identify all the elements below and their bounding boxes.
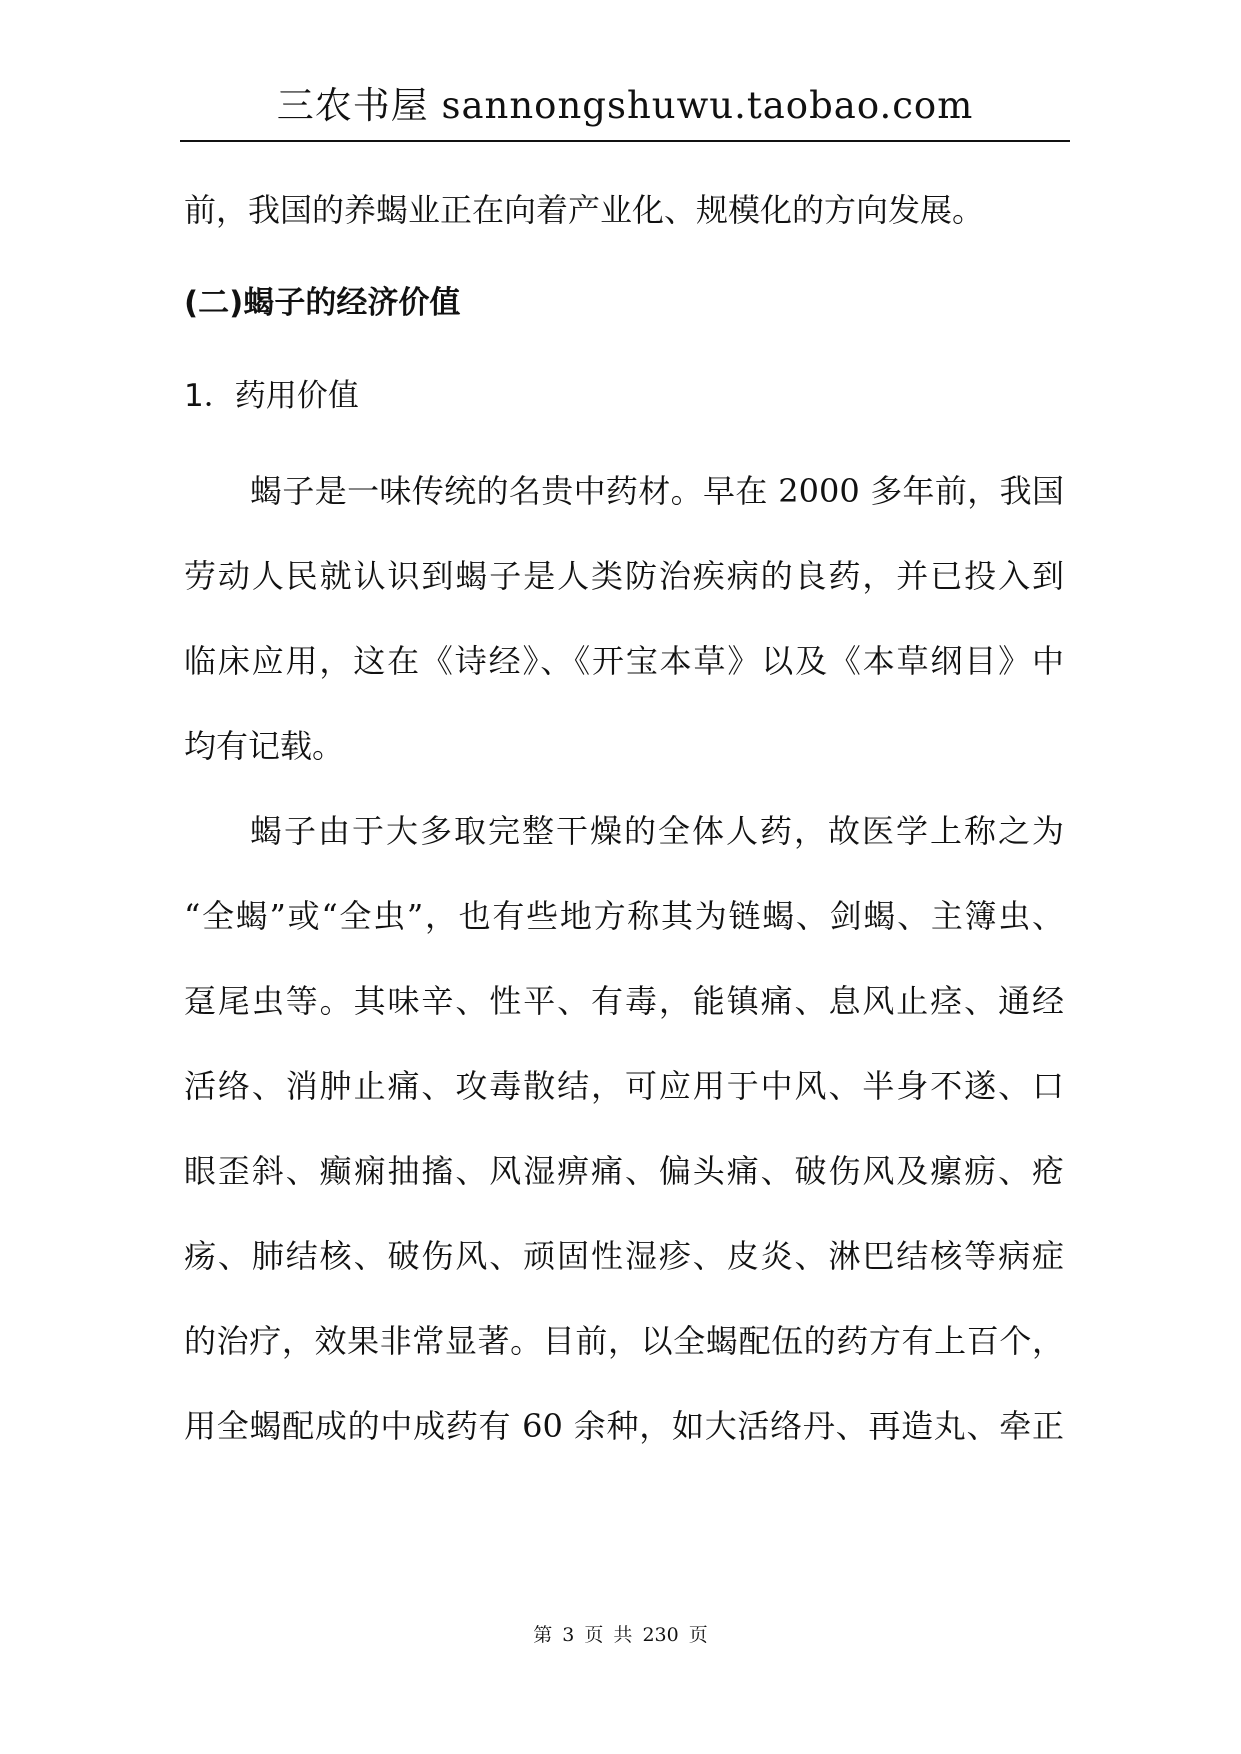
header-divider: [180, 140, 1070, 142]
page-header-title: 三农书屋 sannongshuwu.taobao.com: [276, 84, 974, 127]
paragraph-line: 的治疗，效果非常显著。目前，以全蝎配伍的药方有上百个，: [184, 1322, 1064, 1360]
paragraph-line: 劳动人民就认识到蝎子是人类防治疾病的良药，并已投入到: [184, 557, 1064, 595]
paragraph-line: 眼歪斜、癫痫抽搐、风湿痹痛、偏头痛、破伤风及瘰疬、疮: [184, 1152, 1064, 1190]
subheading: 1．药用价值: [184, 378, 359, 414]
intro-line: 前，我国的养蝎业正在向着产业化、规模化的方向发展。: [184, 191, 985, 229]
paragraph-2: [184, 789, 1064, 1469]
document-body: [184, 168, 1064, 1469]
paragraph-line: 蝎子由于大多取完整干燥的全体人药，故医学上称之为: [250, 812, 1064, 850]
paragraph-line: 蝎子是一味传统的名贵中药材。早在 2000 多年前，我国: [250, 472, 1064, 510]
section-heading: (二)蝎子的经济价值: [184, 285, 461, 321]
paragraph-line: 活络、消肿止痛、攻毒散结，可应用于中风、半身不遂、口: [184, 1067, 1064, 1105]
paragraph-line: “全蝎”或“全虫”，也有些地方称其为链蝎、剑蝎、主簿虫、: [184, 897, 1064, 935]
paragraph-line: 用全蝎配成的中成药有 60 余种，如大活络丹、再造丸、牵正: [184, 1407, 1064, 1445]
paragraph-line: 均有记载。: [184, 727, 345, 765]
paragraph-line: 临床应用，这在《诗经》、《开宝本草》以及《本草纲目》中: [184, 642, 1064, 680]
paragraph-line: 趸尾虫等。其味辛、性平、有毒，能镇痛、息风止痉、通经: [184, 982, 1064, 1020]
page-number: 第 3 页 共 230 页: [533, 1624, 708, 1646]
paragraph-1: [184, 449, 1064, 789]
paragraph-line: 疡、肺结核、破伤风、顽固性湿疹、皮炎、淋巴结核等病症: [184, 1237, 1064, 1275]
